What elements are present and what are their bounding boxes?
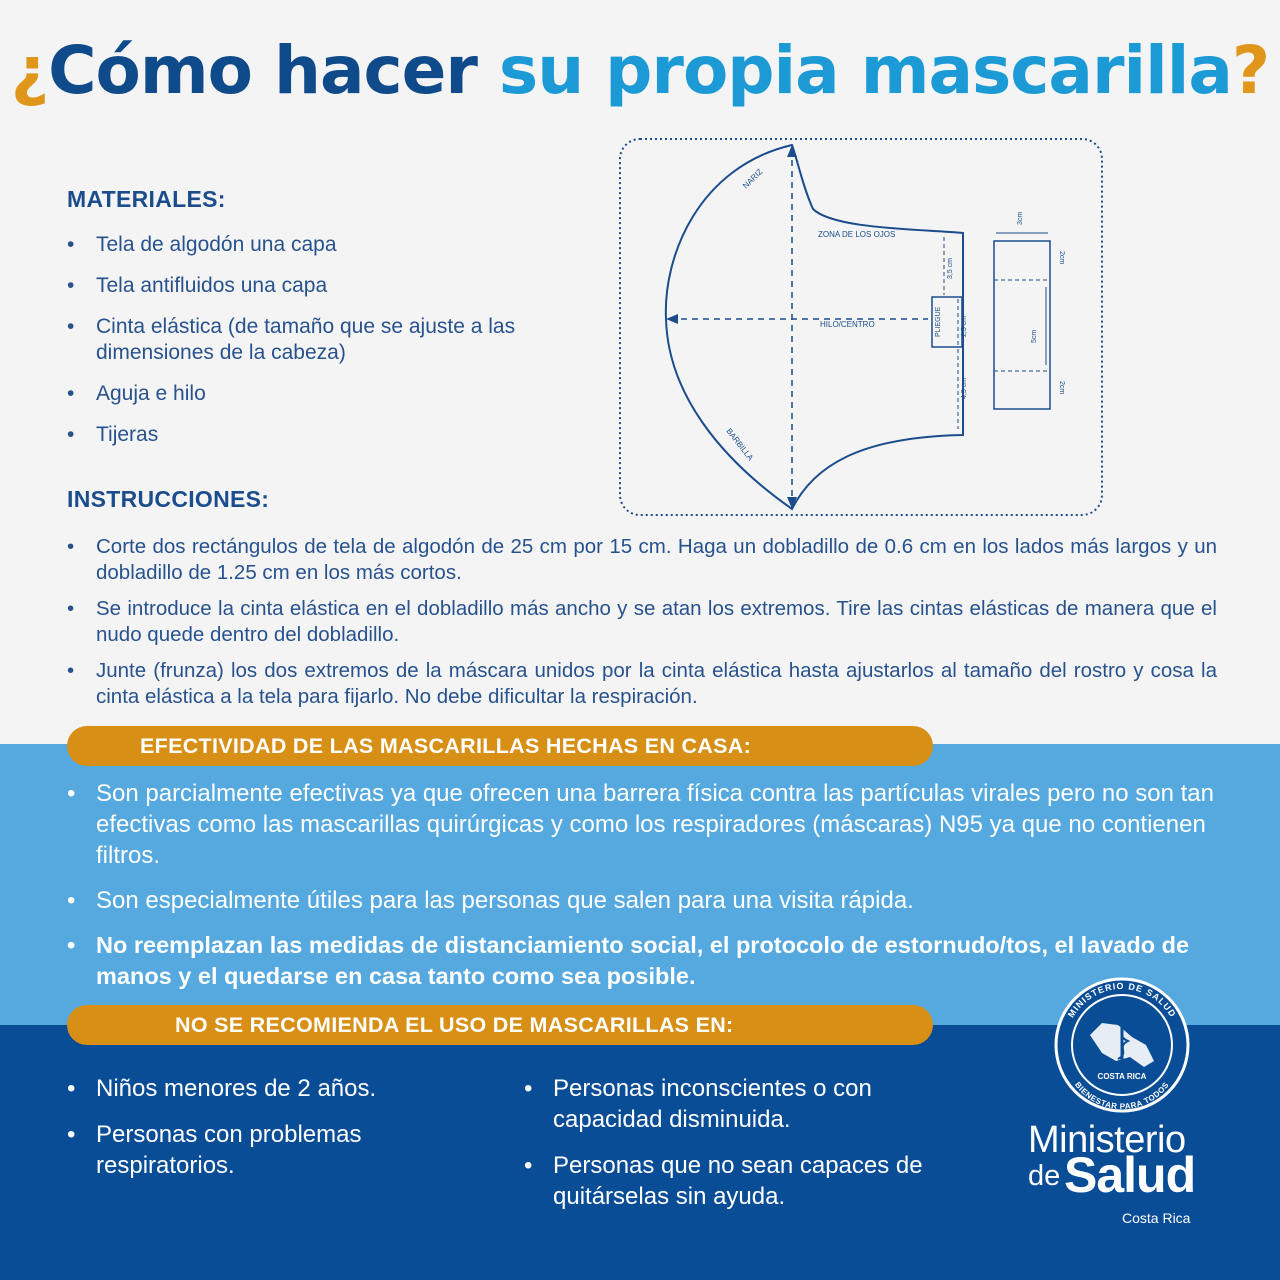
materials-heading: MATERIALES: — [67, 186, 226, 212]
list-item — [524, 1150, 954, 1212]
not-recommended-text: Personas que no sean capaces de quitárselas sin ayuda. — [553, 1152, 923, 1210]
material-text: Tijeras — [96, 423, 159, 446]
bullet-icon: • — [67, 659, 75, 682]
bullet-icon: • — [67, 423, 75, 446]
bullet-icon: • — [524, 1152, 533, 1179]
label-nariz: NARIZ — [741, 167, 765, 191]
effectiveness-text: Son parcialmente efectivas ya que ofrecen una barrera física contra las partículas virales pero no son tan efectivas como las mascarillas quirúrgicas y como los respiradores (máscaras) N95 ya que no contienen filtros. — [96, 780, 1214, 869]
bullet-icon: • — [67, 233, 75, 256]
instructions-list — [67, 534, 1217, 720]
page-title — [0, 32, 1280, 109]
label-2cm-bottom: 2cm — [1058, 381, 1065, 395]
label-5cm: 5cm — [1031, 329, 1038, 343]
list-item — [67, 381, 527, 407]
list-item — [67, 232, 527, 258]
label-barbilla: BARBILLA — [724, 426, 756, 463]
mask-outline — [666, 145, 963, 509]
list-item — [524, 1073, 954, 1135]
wordmark-costa-rica: Costa Rica — [1122, 1210, 1191, 1226]
list-item — [67, 778, 1217, 871]
not-recommended-text: Niños menores de 2 años. — [96, 1075, 377, 1102]
bullet-icon: • — [67, 1075, 76, 1102]
strip-rectangle — [994, 241, 1050, 409]
mask-pattern-diagram — [618, 137, 1104, 517]
wordmark-ministerio: Ministerio — [1028, 1119, 1186, 1161]
list-item — [67, 422, 527, 448]
list-item — [67, 534, 1217, 586]
seal-country-text: COSTA RICA — [1097, 1072, 1147, 1081]
instruction-text: Corte dos rectángulos de tela de algodón de 25 cm por 15 cm. Haga un dobladillo de 0.6 cm en los lados más largos y un dobladillo de 1.25 cm en los más cortos. — [96, 535, 1217, 584]
label-3-5cm: 3,5 cm — [947, 257, 954, 279]
instructions-heading: INSTRUCCIONES: — [67, 486, 270, 512]
ministry-seal-icon — [1020, 965, 1230, 1115]
label-hilo-centro: HILO/CENTRO — [820, 320, 875, 329]
bullet-icon: • — [67, 597, 75, 620]
ministry-wordmark — [1028, 1119, 1218, 1226]
material-text: Aguja e hilo — [96, 382, 206, 405]
not-recommended-list-right — [524, 1073, 954, 1227]
instruction-text: Se introduce la cinta elástica en el dobladillo más ancho y se atan los extremos. Tire las cintas elásticas de manera que el nudo quede dentro del dobladillo. — [96, 597, 1217, 646]
title-part-light: su propia mascarilla — [498, 32, 1232, 109]
title-open-question-mark: ¿ — [10, 32, 49, 109]
not-recommended-text: Personas inconscientes o con capacidad disminuida. — [553, 1075, 872, 1133]
list-item — [67, 658, 1217, 710]
list-item — [67, 273, 527, 299]
title-close-question-mark: ? — [1231, 32, 1270, 109]
list-item — [67, 596, 1217, 648]
list-item — [67, 1073, 467, 1104]
label-2cm-top: 2cm — [1058, 251, 1065, 265]
wordmark-de: de — [1028, 1160, 1061, 1192]
material-text: Tela antifluidos una capa — [96, 274, 328, 297]
list-item — [67, 1119, 467, 1181]
label-pliegue: PLIEGUE — [935, 306, 942, 337]
not-recommended-heading: NO SE RECOMIENDA EL USO DE MASCARILLAS EN: — [67, 1005, 933, 1045]
label-zona-ojos: ZONA DE LOS OJOS — [818, 230, 896, 239]
bullet-icon: • — [67, 382, 75, 405]
mask-pattern-svg — [618, 137, 1104, 517]
material-text: Tela de algodón una capa — [96, 233, 337, 256]
effectiveness-heading: EFECTIVIDAD DE LAS MASCARILLAS HECHAS EN CASA: — [67, 726, 933, 766]
materials-list — [67, 232, 527, 463]
bullet-icon: • — [67, 1121, 76, 1148]
list-item — [67, 885, 1217, 916]
bullet-icon: • — [67, 932, 76, 958]
material-text: Cinta elástica (de tamaño que se ajuste a las dimensiones de la cabeza) — [96, 315, 516, 364]
bullet-icon: • — [67, 887, 76, 914]
title-part-dark: Cómo hacer — [48, 32, 477, 109]
list-item — [67, 314, 527, 366]
bullet-icon: • — [67, 780, 76, 807]
arrow-left-icon — [666, 314, 678, 324]
bullet-icon: • — [67, 274, 75, 297]
label-4-5cm: 4,5 cm — [961, 377, 968, 399]
bullet-icon: • — [524, 1075, 533, 1102]
bullet-icon: • — [67, 535, 75, 558]
label-3cm: 3cm — [1017, 211, 1024, 225]
instruction-text: Junte (frunza) los dos extremos de la máscara unidos por la cinta elástica hasta ajustarlos al tamaño del rostro y cosa la cinta elástica a la tela para fijarlo. No debe dificultar la respiración. — [96, 659, 1217, 708]
seal-bottom-text: BIENESTAR PARA TODOS — [1073, 1080, 1171, 1112]
not-recommended-list-left — [67, 1073, 467, 1196]
not-recommended-text: Personas con problemas respiratorios. — [96, 1121, 362, 1179]
bullet-icon: • — [67, 315, 75, 338]
effectiveness-text: Son especialmente útiles para las personas que salen para una visita rápida. — [96, 887, 914, 914]
seal-top-text: MINISTERIO DE SALUD — [1065, 980, 1179, 1020]
effectiveness-text: No reemplazan las medidas de distanciamiento social, el protocolo de estornudo/tos, el lavado de manos y el quedarse en casa tanto como sea posible. — [96, 932, 1190, 989]
wordmark-salud: Salud — [1064, 1147, 1196, 1203]
label-2-5cm: 2,5 cm — [961, 315, 968, 337]
